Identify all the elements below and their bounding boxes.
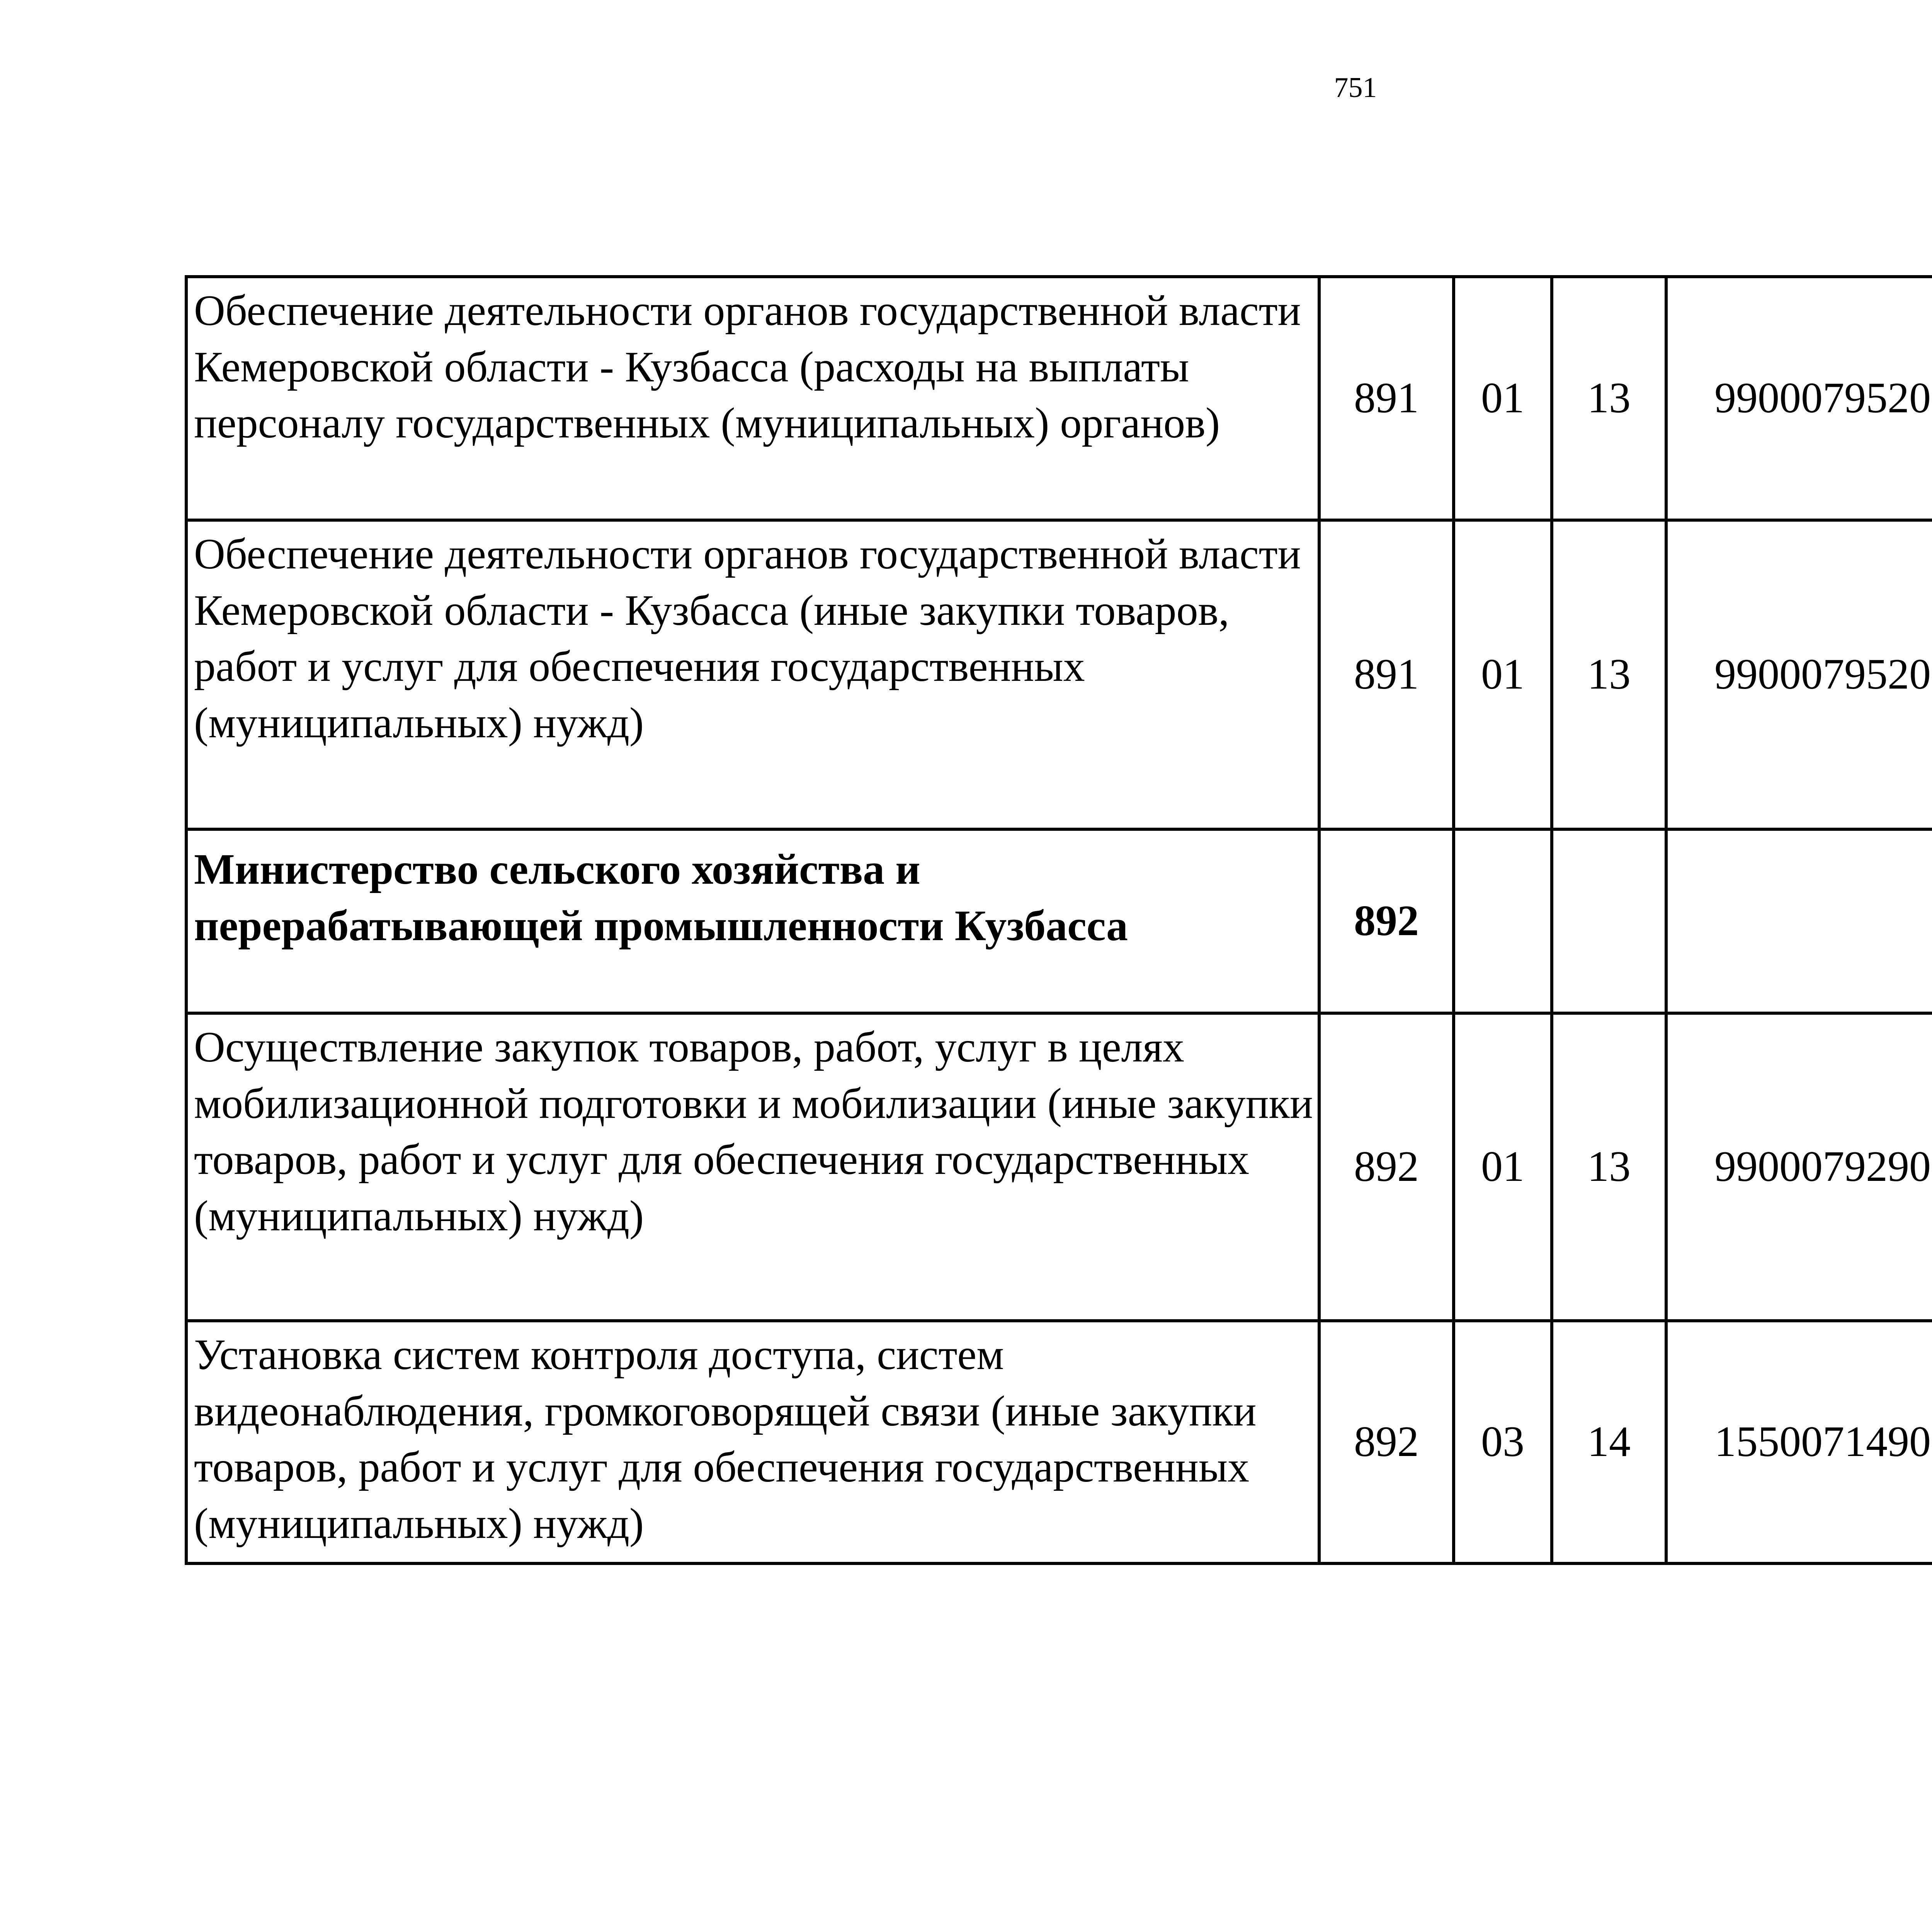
subsection-code: 13 [1552,277,1666,520]
section-code [1454,829,1552,1013]
page-number: 751 [1334,72,1377,104]
table-row [186,520,1932,829]
section-code: 01 [1454,520,1552,829]
subsection-code: 13 [1552,520,1666,829]
budget-table [185,275,1932,1565]
ministry-code: 891 [1319,520,1454,829]
subsection-code: 14 [1552,1321,1666,1563]
row-description: Установка систем контроля доступа, систем видеонаблюдения, громкоговорящей связи (иные закупки товаров, работ и услуг для обеспечения государственных (муниципальных) нужд) [186,1321,1319,1563]
table-row [186,277,1932,520]
target-article-code [1666,829,1932,1013]
section-code: 03 [1454,1321,1552,1563]
ministry-code: 891 [1319,277,1454,520]
target-article-code: 9900079520 [1666,277,1932,520]
table-row [186,1321,1932,1563]
ministry-code: 892 [1319,1013,1454,1321]
ministry-code: 892 [1319,1321,1454,1563]
section-code: 01 [1454,1013,1552,1321]
target-article-code: 1550071490 [1666,1321,1932,1563]
subsection-code [1552,829,1666,1013]
section-code: 01 [1454,277,1552,520]
row-description: Министерство сельского хозяйства и перерабатывающей промышленности Кузбасса [186,829,1319,1013]
ministry-code: 892 [1319,829,1454,1013]
target-article-code: 9900079520 [1666,520,1932,829]
table-row [186,1013,1932,1321]
row-description: Обеспечение деятельности органов государственной власти Кемеровской области - Кузбасса (иные закупки товаров, работ и услуг для обеспечения государственных (муниципальных) нужд) [186,520,1319,829]
row-description: Обеспечение деятельности органов государственной власти Кемеровской области - Кузбасса (расходы на выплаты персоналу государственных (муниципальных) органов) [186,277,1319,520]
row-description: Осуществление закупок товаров, работ, услуг в целях мобилизационной подготовки и мобилизации (иные закупки товаров, работ и услуг для обеспечения государственных (муниципальных) нужд) [186,1013,1319,1321]
table-row [186,829,1932,1013]
target-article-code: 9900079290 [1666,1013,1932,1321]
subsection-code: 13 [1552,1013,1666,1321]
